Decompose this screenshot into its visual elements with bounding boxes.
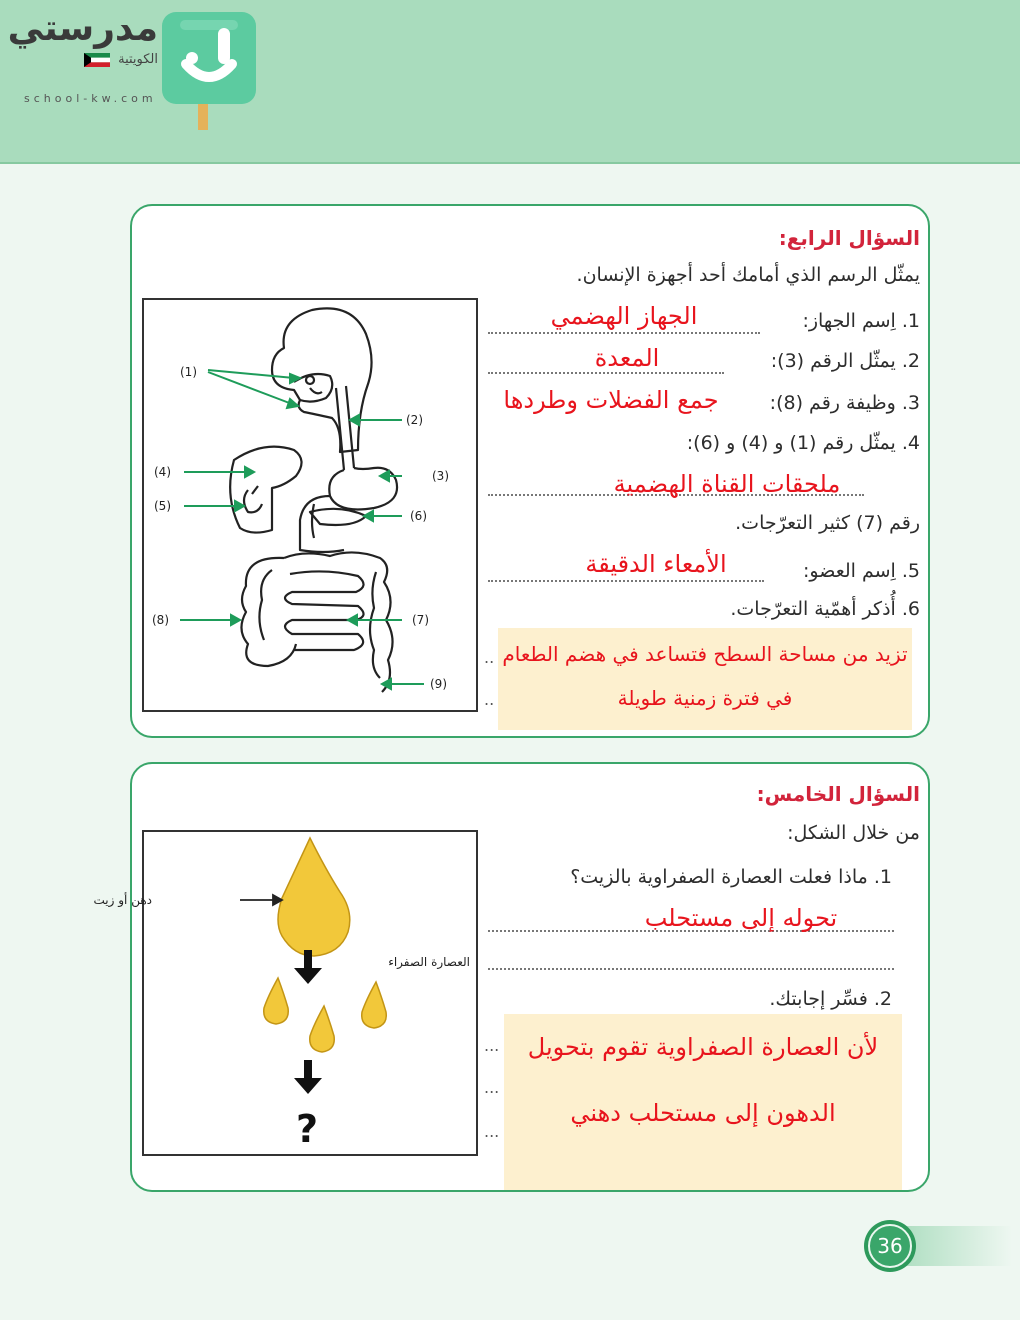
brand-logo-icon (162, 12, 256, 132)
answer-line-dots: .. (484, 690, 495, 709)
diagram-label-4: (4) (154, 465, 171, 479)
diagram-label-9: (9) (430, 677, 447, 691)
question-4-item-4: 4. يمثّل رقم (1) و (4) و (6): (686, 432, 920, 454)
answer-line-dots: ... (484, 1036, 500, 1055)
bile-emulsion-diagram (93, 832, 476, 1154)
diagram-label-2: (2) (406, 413, 423, 427)
droplet-shape (362, 982, 387, 1028)
bile-emulsion-figure (93, 830, 478, 1156)
diagram-label-3: (3) (432, 469, 449, 483)
brand-subtitle (18, 52, 158, 67)
diagram-label-6: (6) (410, 509, 427, 523)
question-mark: ? (296, 1107, 319, 1151)
arrow-down-icon (304, 950, 312, 970)
diagram-label-5: (5) (154, 499, 171, 513)
answer-line-dots: ... (484, 1078, 500, 1097)
diagram-label-8: (8) (152, 613, 169, 627)
page-number: 36 (877, 1234, 903, 1258)
page-number-badge (862, 1218, 1012, 1274)
question-4-intro: يمثّل الرسم الذي أمامك أحد أجهزة الإنسان. (576, 264, 920, 286)
answer-organ: الأمعاء الدقيقة (585, 550, 727, 578)
question-4-item-3: 3. وظيفة رقم (8): (769, 392, 920, 414)
brand-subtitle-text: الكويتية (118, 52, 158, 67)
droplet-shape (264, 978, 289, 1024)
answer-line (488, 968, 894, 970)
answer-line-dots: ... (484, 1122, 500, 1141)
answer-numbers-1-4-6: ملحقات القناة الهضمية (613, 470, 841, 498)
diagram-label-7: (7) (412, 613, 429, 627)
brand-name: مدرستي (7, 8, 158, 49)
answer-system: الجهاز الهضمي (550, 302, 698, 330)
answer-function-8: جمع الفضلات وطردها (503, 386, 719, 414)
question-4-panel (130, 204, 930, 738)
question-4-title: السؤال الرابع: (778, 226, 920, 250)
question-4-note: رقم (7) كثير التعرّجات. (735, 512, 920, 534)
digestive-system-figure (142, 298, 478, 712)
digestive-system-diagram (144, 300, 476, 710)
bile-label: العصارة الصفراء (388, 955, 470, 969)
question-5-panel (93, 762, 930, 1192)
brand-logo-text (7, 8, 158, 67)
answer-what: تحوله إلى مستحلب (644, 904, 838, 932)
diagram-label-1: (1) (180, 365, 197, 379)
kuwait-flag-icon (84, 53, 110, 67)
droplet-shape (310, 1006, 335, 1052)
question-5-item-1: 1. ماذا فعلت العصارة الصفراوية بالزيت؟ (570, 866, 892, 888)
answer-line (488, 580, 764, 582)
brand-url: school-kw.com (24, 92, 157, 105)
answer-explain: لأن العصارة الصفراوية تقوم بتحويل الدهون إلى مستحلب دهني (504, 1014, 902, 1190)
page-header (0, 0, 1020, 164)
question-4-item-6: 6. أُذكر أهمّية التعرّجات. (730, 598, 920, 620)
question-4-item-2: 2. يمثّل الرقم (3): (770, 350, 920, 372)
question-5-intro: من خلال الشكل: (787, 822, 920, 844)
answer-line (488, 332, 760, 334)
oil-drop-shape (278, 838, 350, 956)
oil-label: دهن أو زيت (93, 893, 152, 907)
answer-line (488, 372, 724, 374)
answer-line-dots: .. (484, 648, 495, 667)
question-4-item-5: 5. اِسم العضو: (803, 560, 920, 582)
question-4-item-1: 1. اِسم الجهاز: (802, 310, 920, 332)
answer-number-3: المعدة (594, 344, 660, 372)
question-5-item-2: 2. فسِّر إجابتك. (769, 988, 892, 1010)
answer-importance: تزيد من مساحة السطح فتساعد في هضم الطعام في فترة زمنية طويلة (498, 628, 912, 730)
question-5-title: السؤال الخامس: (756, 782, 920, 806)
